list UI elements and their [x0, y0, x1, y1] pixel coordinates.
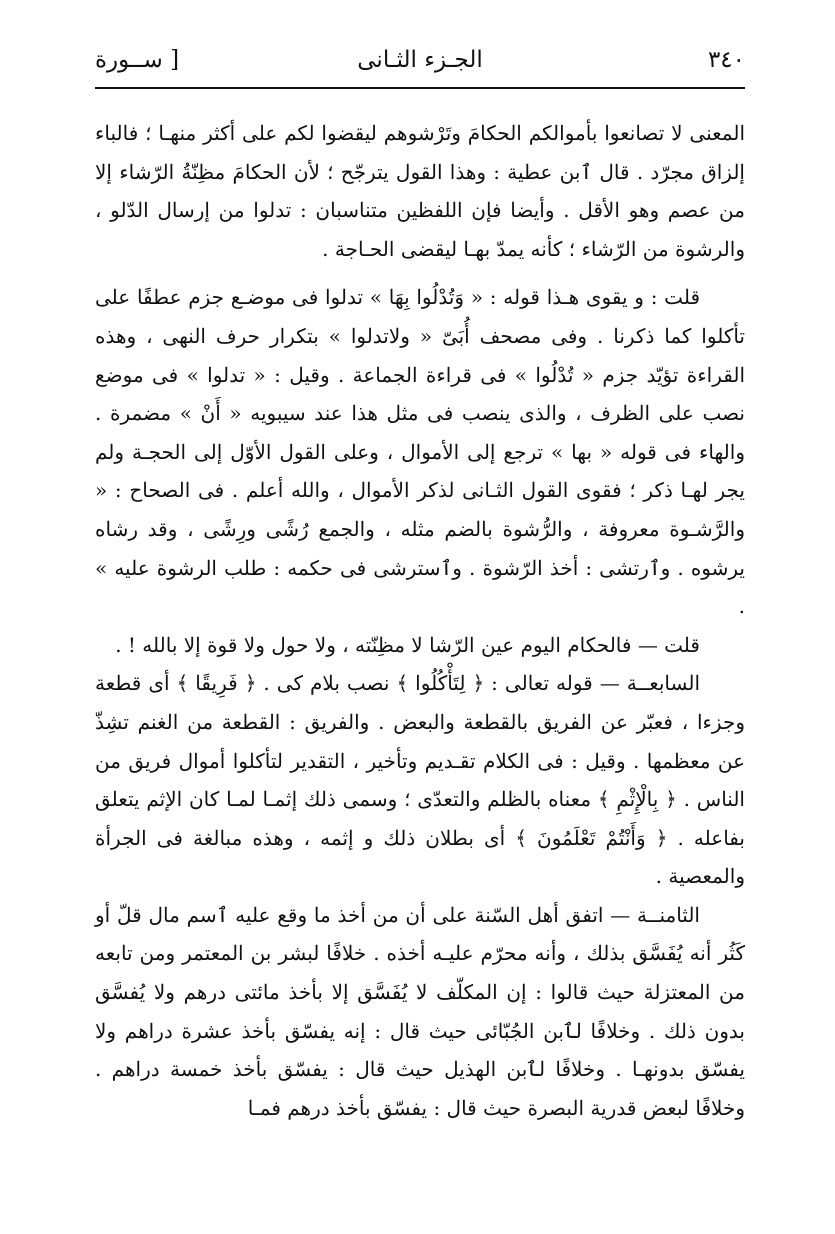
- paragraph-qultu-1: قلت : و يقوى هـذا قوله : « وَتُدْلُوا بِهَا » تدلوا فى موضـع جزم عطفًا على تأكلوا كما ذكرنا . وفى مصحف أُبَىّ « ولاتدلوا » بتكرار حرف النهى ، وهذه القراءة تؤيّد جزم « تُدْلُوا » فى قراءة الجماعة . وقيل : « تدلوا » فى موضع نصب على الظرف ، والذى ينصب فى مثل هذا عند سيبويه « أَنْ » مضمرة . والهاء فى قوله « بها » ترجع إلى الأموال ، وعلى القول الأوّل إلى الحجـة ولم يجر لهـا ذكر ؛ فقوى القول الثـانى لذكر الأموال ، والله أعلم . فى الصحاح : « والرَّشـوة معروفة ، والرُّشوة بالضم مثله ، والجمع رُشًى ورِشًى ، وقد رشاه يرشوه . وٱرتشى : أخذ الرّشوة . وٱسترشى فى حكمه : طلب الرشوة عليه » .: [95, 285, 745, 619]
- paragraph-qultu-2: قلت — فالحكام اليوم عين الرّشا لا مظِنّته ، ولا حول ولا قوة إلا بالله ! .: [115, 632, 700, 657]
- paragraph-seventh: السابعــة — قوله تعالى : ﴿ لِتَأْكُلُوا ﴾ نصب بلام كى . ﴿ فَرِيقًا ﴾ أى قطعة وجزءا ، فعبّر عن الفريق بالقطعة والبعض . والفريق : القطعة من الغنم تشِذّ عن معظمها . وقيل : فى الكلام تقـديم وتأخير ، التقدير لتأكلوا أموال فريق من الناس . ﴿ بِالْإِثْمِ ﴾ معناه بالظلم والتعدّى ؛ وسمى ذلك إثمـا لمـا كان الإثم يتعلق بفاعله . ﴿ وَأَنْتُمْ تَعْلَمُونَ ﴾ أى بطلان ذلك و إثمه ، وهذه مبالغة فى الجرأة والمعصية .: [95, 671, 745, 889]
- page-number: ٣٤٠: [707, 47, 745, 73]
- paragraph-eighth: الثامنــة — اتفق أهل السّنة على أن من أخذ ما وقع عليه ٱسم مال قلّ أو كَثُر أنه يُفَسَّق بذلك ، وأنه محرّم عليـه أخذه . خلافًا لبشر بن المعتمر ومن تابعه من المعتزلة حيث قالوا : إن المكلّف لا يُفَسَّق إلا بأخذ مائتى درهم ولا يُفسَّق بدون ذلك . وخلافًا لٱبن الجُبّائى حيث قال : إنه يفسّق بأخذ عشرة دراهم ولا يفسّق بدونهـا . وخلافًا لٱبن الهذيل حيث قال : يفسّق بأخذ خمسة دراهم . وخلافًا لبعض قدرية البصرة حيث قال : يفسّق بأخذ درهم فمـا: [95, 902, 745, 1120]
- book-page: [95, 40, 745, 1200]
- header-divider: [95, 87, 745, 89]
- running-header: [95, 40, 745, 80]
- body-text: [95, 114, 745, 1127]
- paragraph-meaning: المعنى لا تصانعوا بأموالكم الحكامَ وتَرْشوهم ليقضوا لكم على أكثر منهـا ؛ فالباء إلزاق مجرّد . قال ٱبن عطية : وهذا القول يترجّح ؛ لأن الحكامَ مظِنّةُ الرّشاء إلا من عصم وهو الأقل . وأيضا فإن اللفظين متناسبان : تدلوا من إرسال الدّلو ، والرشوة من الرّشاء ؛ كأنه يمدّ بهـا ليقضى الحـاجة .: [95, 121, 745, 261]
- part-title: الجـزء الثـانى: [357, 47, 483, 73]
- surah-label: [ ســورة: [95, 47, 180, 73]
